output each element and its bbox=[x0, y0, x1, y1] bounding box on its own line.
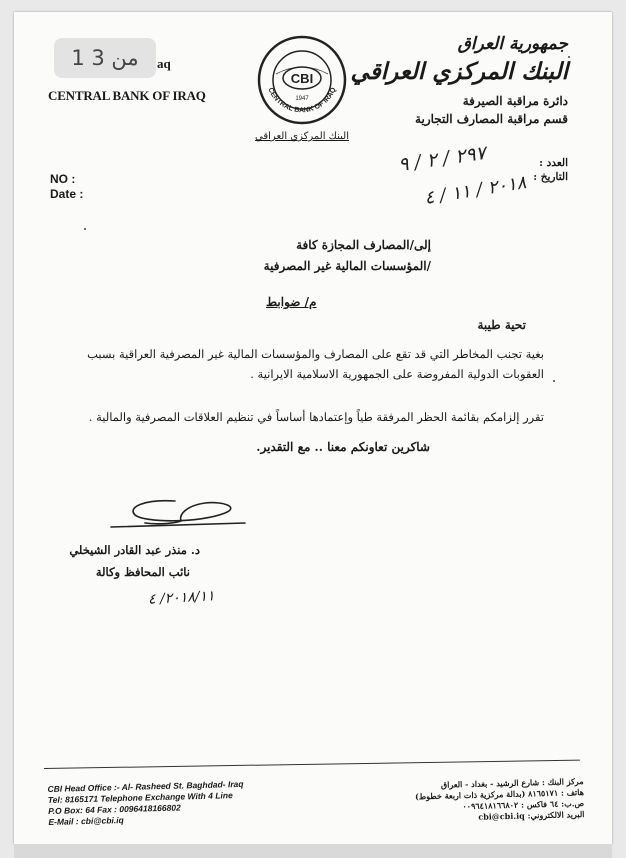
reference-labels-ar bbox=[533, 156, 568, 184]
reference-labels-en bbox=[50, 172, 83, 202]
footer-en-line: E-Mail : cbi@cbi.iq bbox=[48, 815, 124, 827]
subject: م/ ضوابط bbox=[266, 295, 317, 309]
footer-ar-line: البريد الالكتروني: cbi@cbi.iq bbox=[478, 808, 585, 822]
addressee-line-2: /المؤسسات المالية غير المصرفية bbox=[263, 259, 431, 273]
logo-arabic-caption: البنك المركزي العراقي bbox=[255, 131, 349, 142]
body-paragraph-2: تقرر إلزامكم بقائمة الحظر المرفقة طياً وإعتمادها أساساً في تنظيم العلاقات المصرفية والمالية . bbox=[88, 410, 544, 424]
addressee-line-1: إلى/المصارف المجازة كافة bbox=[296, 238, 431, 252]
footer-ar-line: ص.ب: ٦٤ فاكس : ٠٠٩٦٤١٨١٦٦٨٠٢ bbox=[462, 798, 585, 812]
ar-department: دائرة مراقبة الصيرفة bbox=[462, 94, 568, 108]
ar-republic: جمهورية العراق bbox=[457, 34, 568, 54]
logo-year: 1947 bbox=[295, 96, 309, 102]
footer-english bbox=[47, 779, 244, 828]
footer-en-line: CBI Head Office :- Al- Rasheed St. Baghdad- Iraq bbox=[47, 778, 244, 795]
next-page-edge bbox=[14, 844, 612, 858]
letterhead-en-bank-name: CENTRAL BANK OF IRAQ bbox=[48, 88, 206, 103]
scan-speck bbox=[84, 228, 86, 230]
signer-title: نائب المحافظ وكالة bbox=[95, 565, 190, 579]
cbi-logo bbox=[256, 34, 348, 126]
body-paragraph-1: بغية تجنب المخاطر التي قد تقع على المصارف والمؤسسات المالية غير المصرفية العراقية بسبب العقوبات الدولية المفروضة على الجمهورية الاسلامية الايرانية . bbox=[87, 347, 544, 381]
footer-en-line: Tel: 8165171 Telephone Exchange With 4 Line bbox=[47, 790, 233, 806]
page-indicator: 1 من 3 bbox=[54, 38, 156, 78]
handwritten-date: ٢٠١٨ / ١١ / ٤ bbox=[422, 172, 528, 209]
scan-speck bbox=[553, 380, 555, 382]
signature-date: ٢٠١٨/١١/ ٤ bbox=[147, 588, 215, 608]
footer-ar-line: مركز البنك : شارع الرشيد - بغداد - العراق bbox=[440, 776, 584, 790]
logo-ring-text: CENTRAL BANK OF IRAQ bbox=[266, 86, 338, 115]
greeting: تحية طيبة bbox=[477, 318, 526, 332]
ar-section: قسم مراقبة المصارف التجارية bbox=[415, 112, 568, 126]
date-label: Date : bbox=[50, 187, 84, 201]
handwritten-signature bbox=[105, 493, 255, 537]
cbi-seal-icon bbox=[256, 34, 348, 126]
signer-name: د. منذر عبد القادر الشيخلي bbox=[69, 543, 200, 557]
no-label: NO : bbox=[50, 172, 76, 186]
footer-arabic bbox=[383, 776, 584, 825]
ar-date-label: التاريخ : bbox=[533, 171, 568, 183]
ar-bank-name: البنك المركزي العراقي bbox=[350, 58, 568, 85]
footer-ar-line: هاتف : ٨١٦٥١٧١ (بدالة مركزية ذات اربعة خطوط) bbox=[414, 787, 584, 802]
scan-speck bbox=[568, 56, 570, 58]
ar-no-label: العدد : bbox=[539, 157, 568, 169]
logo-text: CBI bbox=[290, 71, 314, 86]
closing-line: شاكرين تعاونكم معنا .. مع التقدير. bbox=[256, 440, 430, 454]
footer-en-line: P.O Box: 64 Fax : 0096418166802 bbox=[48, 802, 181, 816]
letterhead-en-fragment: aq bbox=[157, 56, 171, 71]
handwritten-number: ٢٩٧ / ٢ / ٩ bbox=[396, 141, 488, 177]
